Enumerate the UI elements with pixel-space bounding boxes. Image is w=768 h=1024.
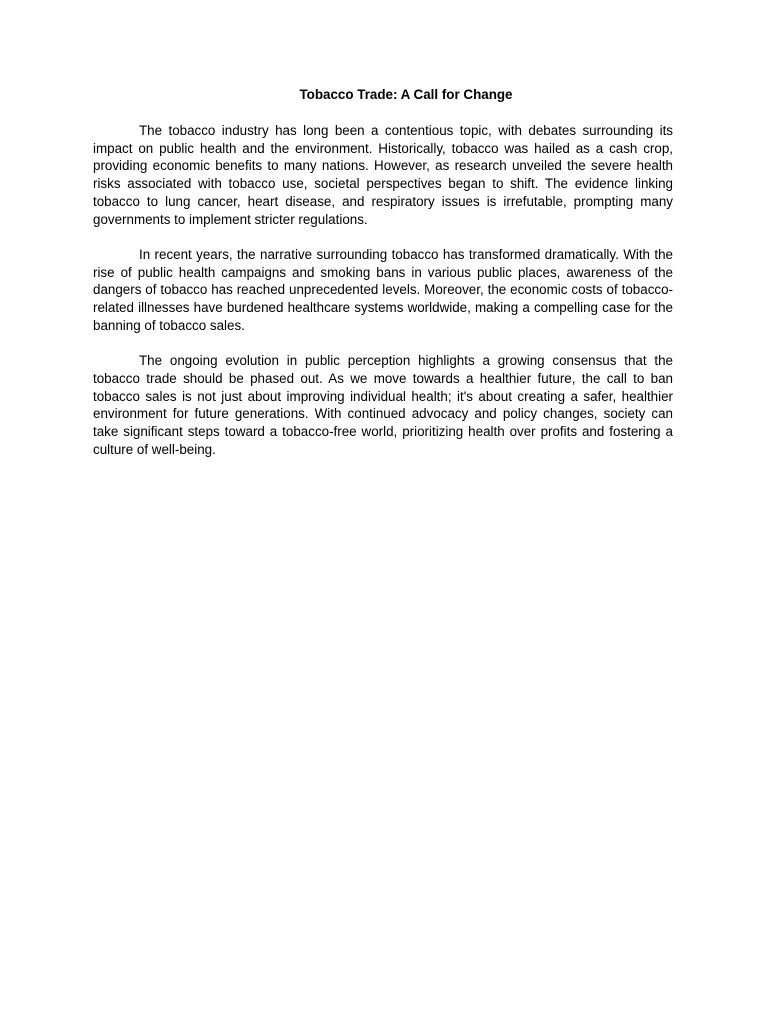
paragraph-2: In recent years, the narrative surrounding tobacco has transformed dramatically. With the rise of public health campaigns and smoking bans in various public places, awareness of the dangers of tobacco has reached unprecedented levels. Moreover, the economic costs of tobacco-related illnesses have burdened healthcare systems worldwide, making a compelling case for the banning of tobacco sales.	[93, 246, 673, 333]
paragraph-1: The tobacco industry has long been a contentious topic, with debates surrounding its impact on public health and the environment. Historically, tobacco was hailed as a cash crop, providing economic benefits to many nations. However, as research unveiled the severe health risks associated with tobacco use, societal perspectives began to shift. The evidence linking tobacco to lung cancer, heart disease, and respiratory issues is irrefutable, prompting many governments to implement stricter regulations.	[93, 123, 673, 227]
document-page	[93, 86, 673, 476]
document-title: Tobacco Trade: A Call for Change	[299, 87, 513, 102]
paragraph-3: The ongoing evolution in public perception highlights a growing consensus that the tobacco trade should be phased out. As we move towards a healthier future, the call to ban tobacco sales is not just about improving individual health; it's about creating a safer, healthier environment for future generations. With continued advocacy and policy changes, society can take significant steps toward a tobacco-free world, prioritizing health over profits and fostering a culture of well-being.	[93, 353, 673, 457]
